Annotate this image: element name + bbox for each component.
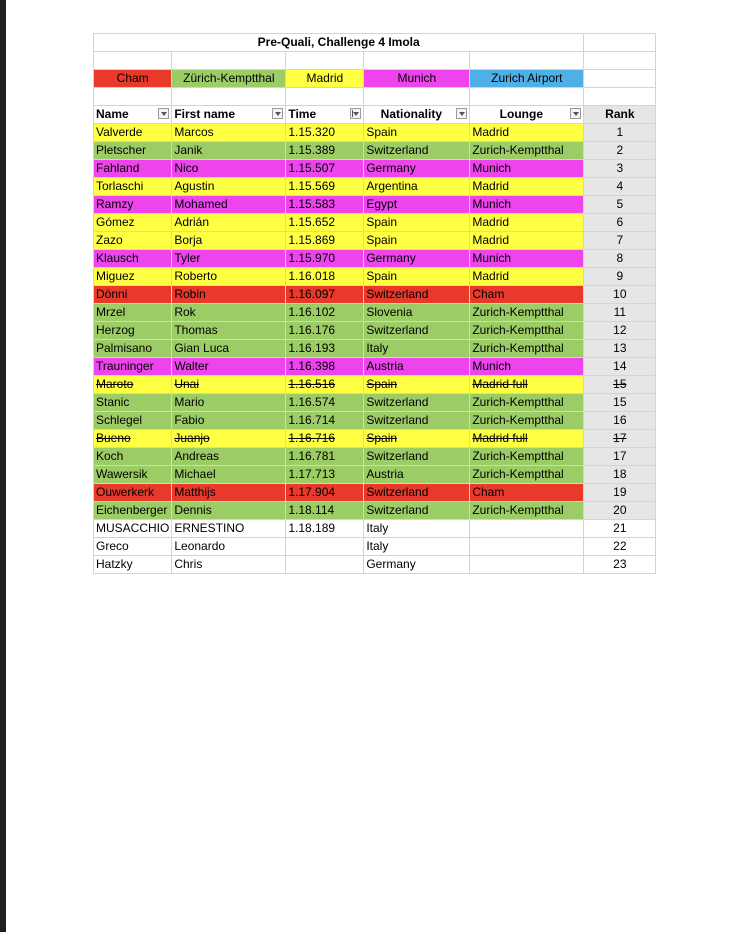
rank-cell: 20 — [584, 502, 656, 520]
legend-item: Munich — [364, 70, 470, 88]
name-cell: Hatzky — [94, 556, 172, 574]
nationality-cell: Spain — [364, 232, 470, 250]
name-cell: Klausch — [94, 250, 172, 268]
filter-dropdown-icon[interactable] — [570, 108, 581, 119]
rank-cell: 22 — [584, 538, 656, 556]
legend-item: Cham — [94, 70, 172, 88]
nationality-cell: Egypt — [364, 196, 470, 214]
legend-row — [94, 70, 656, 88]
lounge-cell — [470, 520, 584, 538]
nationality-cell: Slovenia — [364, 304, 470, 322]
table-row — [94, 124, 656, 142]
nationality-cell: Germany — [364, 556, 470, 574]
lounge-cell: Zurich-Kemptthal — [470, 340, 584, 358]
name-cell: Mrzel — [94, 304, 172, 322]
time-cell: 1.16.716 — [286, 430, 364, 448]
first-name-cell: Fabio — [172, 412, 286, 430]
first-name-cell: Tyler — [172, 250, 286, 268]
rank-cell: 16 — [584, 412, 656, 430]
first-name-cell: Gian Luca — [172, 340, 286, 358]
time-cell: 1.15.652 — [286, 214, 364, 232]
table-row — [94, 430, 656, 448]
first-name-cell: Nico — [172, 160, 286, 178]
rank-cell: 12 — [584, 322, 656, 340]
time-cell: 1.17.904 — [286, 484, 364, 502]
rank-cell: 21 — [584, 520, 656, 538]
table-row — [94, 466, 656, 484]
time-cell: 1.16.781 — [286, 448, 364, 466]
nationality-cell: Argentina — [364, 178, 470, 196]
lounge-cell: Munich — [470, 160, 584, 178]
header-name: Name — [94, 106, 172, 124]
lounge-cell: Madrid — [470, 232, 584, 250]
time-cell: 1.15.569 — [286, 178, 364, 196]
table-row — [94, 412, 656, 430]
rank-cell: 17 — [584, 430, 656, 448]
header-first-name: First name — [172, 106, 286, 124]
name-cell: Ramzy — [94, 196, 172, 214]
time-cell: 1.15.583 — [286, 196, 364, 214]
lounge-cell — [470, 538, 584, 556]
time-cell: 1.16.574 — [286, 394, 364, 412]
lounge-cell: Zurich-Kemptthal — [470, 304, 584, 322]
rank-cell: 8 — [584, 250, 656, 268]
name-cell: Torlaschi — [94, 178, 172, 196]
lounge-cell: Cham — [470, 286, 584, 304]
time-cell: 1.16.516 — [286, 376, 364, 394]
first-name-cell: Janik — [172, 142, 286, 160]
sort-filter-icon[interactable] — [350, 108, 361, 119]
nationality-cell: Switzerland — [364, 412, 470, 430]
lounge-cell: Zurich-Kemptthal — [470, 466, 584, 484]
name-cell: Palmisano — [94, 340, 172, 358]
time-cell — [286, 556, 364, 574]
name-cell: Ouwerkerk — [94, 484, 172, 502]
qualifying-table — [93, 33, 656, 574]
first-name-cell: Walter — [172, 358, 286, 376]
time-cell: 1.15.320 — [286, 124, 364, 142]
table-row — [94, 376, 656, 394]
rank-cell: 15 — [584, 394, 656, 412]
nationality-cell: Austria — [364, 358, 470, 376]
table-row — [94, 268, 656, 286]
name-cell: Trauninger — [94, 358, 172, 376]
filter-dropdown-icon[interactable] — [272, 108, 283, 119]
name-cell: Miguez — [94, 268, 172, 286]
lounge-cell: Zurich-Kemptthal — [470, 448, 584, 466]
lounge-cell: Zurich-Kemptthal — [470, 322, 584, 340]
time-cell: 1.16.714 — [286, 412, 364, 430]
nationality-cell: Italy — [364, 340, 470, 358]
lounge-cell: Munich — [470, 358, 584, 376]
first-name-cell: Marcos — [172, 124, 286, 142]
table-row — [94, 394, 656, 412]
time-cell — [286, 538, 364, 556]
name-cell: Zazo — [94, 232, 172, 250]
table-row — [94, 556, 656, 574]
nationality-cell: Germany — [364, 160, 470, 178]
name-cell: Eichenberger — [94, 502, 172, 520]
lounge-cell: Zurich-Kemptthal — [470, 142, 584, 160]
first-name-cell: Juanjo — [172, 430, 286, 448]
nationality-cell: Switzerland — [364, 286, 470, 304]
time-cell: 1.17.713 — [286, 466, 364, 484]
nationality-cell: Switzerland — [364, 322, 470, 340]
name-cell: MUSACCHIO — [94, 520, 172, 538]
nationality-cell: Spain — [364, 214, 470, 232]
lounge-cell — [470, 556, 584, 574]
rank-cell: 2 — [584, 142, 656, 160]
nationality-cell: Spain — [364, 124, 470, 142]
empty-cell — [584, 34, 656, 52]
legend-item: Zurich Airport — [470, 70, 584, 88]
name-cell: Bueno — [94, 430, 172, 448]
rank-cell: 11 — [584, 304, 656, 322]
name-cell: Fahland — [94, 160, 172, 178]
table-row — [94, 232, 656, 250]
header-rank: Rank — [584, 106, 656, 124]
time-cell: 1.16.176 — [286, 322, 364, 340]
spacer-row — [94, 88, 656, 106]
first-name-cell: Roberto — [172, 268, 286, 286]
lounge-cell: Munich — [470, 196, 584, 214]
lounge-cell: Zurich-Kemptthal — [470, 394, 584, 412]
lounge-cell: Cham — [470, 484, 584, 502]
first-name-cell: Thomas — [172, 322, 286, 340]
header-nationality: Nationality — [364, 106, 470, 124]
table-row — [94, 358, 656, 376]
first-name-cell: Unai — [172, 376, 286, 394]
nationality-cell: Spain — [364, 430, 470, 448]
table-row — [94, 250, 656, 268]
lounge-cell: Madrid — [470, 268, 584, 286]
name-cell: Gómez — [94, 214, 172, 232]
lounge-cell: Zurich-Kemptthal — [470, 502, 584, 520]
document-page — [6, 0, 750, 932]
first-name-cell: Mario — [172, 394, 286, 412]
name-cell: Greco — [94, 538, 172, 556]
rank-cell: 17 — [584, 448, 656, 466]
rank-cell: 9 — [584, 268, 656, 286]
rank-cell: 1 — [584, 124, 656, 142]
table-row — [94, 304, 656, 322]
time-cell: 1.18.114 — [286, 502, 364, 520]
time-cell: 1.16.097 — [286, 286, 364, 304]
filter-dropdown-icon[interactable] — [456, 108, 467, 119]
table-row — [94, 538, 656, 556]
lounge-cell: Madrid — [470, 124, 584, 142]
legend-item: Madrid — [286, 70, 364, 88]
name-cell: Stanic — [94, 394, 172, 412]
rank-cell: 5 — [584, 196, 656, 214]
name-cell: Koch — [94, 448, 172, 466]
table-title: Pre-Quali, Challenge 4 Imola — [94, 34, 584, 52]
name-cell: Dönni — [94, 286, 172, 304]
time-cell: 1.18.189 — [286, 520, 364, 538]
first-name-cell: Adrián — [172, 214, 286, 232]
time-cell: 1.16.398 — [286, 358, 364, 376]
time-cell: 1.16.018 — [286, 268, 364, 286]
rank-cell: 4 — [584, 178, 656, 196]
legend-item: Zürich-Kemptthal — [172, 70, 286, 88]
first-name-cell: Michael — [172, 466, 286, 484]
time-cell: 1.15.507 — [286, 160, 364, 178]
table-row — [94, 502, 656, 520]
table-row — [94, 214, 656, 232]
rank-cell: 15 — [584, 376, 656, 394]
header-row — [94, 106, 656, 124]
time-cell: 1.16.193 — [286, 340, 364, 358]
header-time: Time — [286, 106, 364, 124]
name-cell: Wawersik — [94, 466, 172, 484]
time-cell: 1.15.389 — [286, 142, 364, 160]
table-row — [94, 178, 656, 196]
lounge-cell: Munich — [470, 250, 584, 268]
nationality-cell: Germany — [364, 250, 470, 268]
header-lounge: Lounge — [470, 106, 584, 124]
lounge-cell: Madrid — [470, 178, 584, 196]
first-name-cell: Chris — [172, 556, 286, 574]
name-cell: Valverde — [94, 124, 172, 142]
first-name-cell: Borja — [172, 232, 286, 250]
nationality-cell: Spain — [364, 376, 470, 394]
filter-dropdown-icon[interactable] — [158, 108, 169, 119]
name-cell: Pletscher — [94, 142, 172, 160]
first-name-cell: Dennis — [172, 502, 286, 520]
lounge-cell: Madrid full — [470, 430, 584, 448]
table-row — [94, 484, 656, 502]
time-cell: 1.15.970 — [286, 250, 364, 268]
table-row — [94, 160, 656, 178]
nationality-cell: Italy — [364, 538, 470, 556]
rank-cell: 10 — [584, 286, 656, 304]
nationality-cell: Switzerland — [364, 448, 470, 466]
empty-cell — [584, 70, 656, 88]
first-name-cell: Matthijs — [172, 484, 286, 502]
table-row — [94, 520, 656, 538]
nationality-cell: Italy — [364, 520, 470, 538]
rank-cell: 18 — [584, 466, 656, 484]
nationality-cell: Switzerland — [364, 142, 470, 160]
first-name-cell: Rok — [172, 304, 286, 322]
name-cell: Maroto — [94, 376, 172, 394]
nationality-cell: Switzerland — [364, 502, 470, 520]
lounge-cell: Madrid full — [470, 376, 584, 394]
name-cell: Herzog — [94, 322, 172, 340]
lounge-cell: Zurich-Kemptthal — [470, 412, 584, 430]
table-row — [94, 448, 656, 466]
time-cell: 1.16.102 — [286, 304, 364, 322]
rank-cell: 19 — [584, 484, 656, 502]
first-name-cell: Mohamed — [172, 196, 286, 214]
first-name-cell: Robin — [172, 286, 286, 304]
lounge-cell: Madrid — [470, 214, 584, 232]
nationality-cell: Switzerland — [364, 484, 470, 502]
rank-cell: 23 — [584, 556, 656, 574]
first-name-cell: Leonardo — [172, 538, 286, 556]
first-name-cell: Agustin — [172, 178, 286, 196]
table-row — [94, 142, 656, 160]
rank-cell: 3 — [584, 160, 656, 178]
rank-cell: 14 — [584, 358, 656, 376]
first-name-cell: ERNESTINO — [172, 520, 286, 538]
name-cell: Schlegel — [94, 412, 172, 430]
rank-cell: 13 — [584, 340, 656, 358]
rank-cell: 6 — [584, 214, 656, 232]
time-cell: 1.15.869 — [286, 232, 364, 250]
table-row — [94, 196, 656, 214]
nationality-cell: Spain — [364, 268, 470, 286]
spacer-row — [94, 52, 656, 70]
table-row — [94, 286, 656, 304]
title-row — [94, 34, 656, 52]
table-row — [94, 340, 656, 358]
table-row — [94, 322, 656, 340]
nationality-cell: Switzerland — [364, 394, 470, 412]
first-name-cell: Andreas — [172, 448, 286, 466]
nationality-cell: Austria — [364, 466, 470, 484]
rank-cell: 7 — [584, 232, 656, 250]
